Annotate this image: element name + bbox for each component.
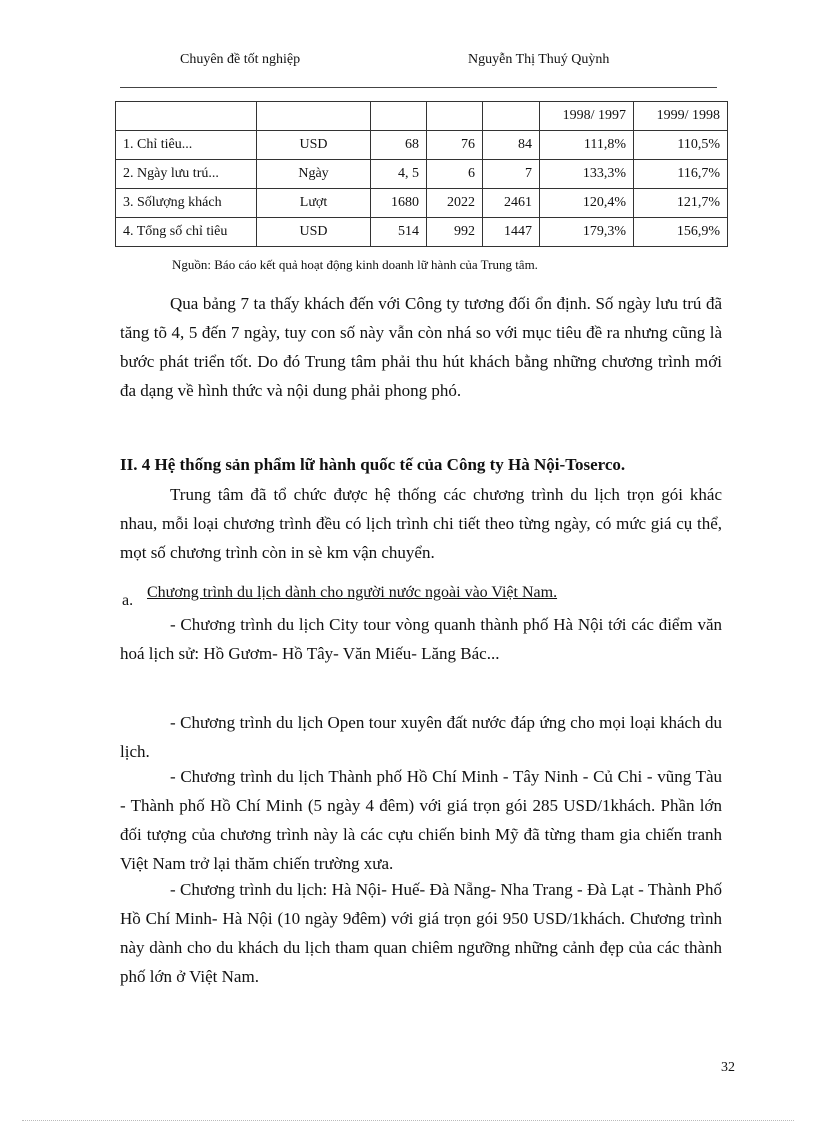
subsection-marker: a.	[122, 592, 134, 609]
table-cell: 111,8%	[540, 131, 634, 160]
header-author: Nguyễn Thị Thuý Quỳnh	[468, 52, 610, 67]
table-row	[116, 189, 728, 218]
section-heading: II. 4 Hệ thống sản phẩm lữ hành quốc tế của Công ty Hà Nội-Toserco.	[120, 455, 626, 474]
table-cell: 7	[483, 160, 540, 189]
table-cell: Ngày	[257, 160, 371, 189]
table-cell	[483, 102, 540, 131]
list-item-hcm-tour: - Chương trình du lịch Thành phố Hồ Chí Minh - Tây Ninh - Củ Chi - vũng Tàu - Thành phố Hồ Chí Minh (5 ngày 4 đêm) với giá trọn gói 285 USD/1khách. Phần lớn đối tượng của chương trình này là các cựu chiến binh Mỹ đã từng tham gia chiến tranh Việt Nam trở lại thăm chiến trường xưa.	[120, 767, 722, 873]
table-cell: USD	[257, 131, 371, 160]
table-cell: 121,7%	[634, 189, 728, 218]
table-cell: 110,5%	[634, 131, 728, 160]
table-cell: 156,9%	[634, 218, 728, 247]
table-row	[116, 160, 728, 189]
list-item-open-tour: - Chương trình du lịch Open tour xuyên đất nước đáp ứng cho mọi loại khách du lịch.	[120, 713, 722, 761]
header-rule	[120, 87, 717, 88]
table-cell	[427, 102, 483, 131]
table-row	[116, 218, 728, 247]
table-source-note: Nguồn: Báo cáo kết quả hoạt động kinh doanh lữ hành của Trung tâm.	[172, 257, 538, 272]
list-item-city-tour: - Chương trình du lịch City tour vòng quanh thành phố Hà Nội tới các điểm văn hoá lịch sử: Hồ Gươm- Hồ Tây- Văn Miếu- Lăng Bác...	[120, 615, 722, 663]
table-cell: 1680	[371, 189, 427, 218]
table-cell	[116, 102, 257, 131]
table-cell: 6	[427, 160, 483, 189]
table-cell: 120,4%	[540, 189, 634, 218]
table-cell: 1. Chỉ tiêu...	[116, 131, 257, 160]
table-cell: Lượt	[257, 189, 371, 218]
table-cell: 1447	[483, 218, 540, 247]
paragraph-product-system: Trung tâm đã tổ chức được hệ thống các chương trình du lịch trọn gói khác nhau, mỗi loại chương trình đều có lịch trình chi tiết theo từng ngày, có mức giá cụ thể, mọt số chương trình còn in sè km vận chuyển.	[120, 485, 722, 562]
table-cell: 992	[427, 218, 483, 247]
table-cell: 4. Tổng số chỉ tiêu	[116, 218, 257, 247]
table-cell: 3. Sốlượng khách	[116, 189, 257, 218]
table-cell: 4, 5	[371, 160, 427, 189]
subsection-heading: Chương trình du lịch dành cho người nước ngoài vào Việt Nam.	[147, 584, 558, 601]
table-header-1999-1998: 1999/ 1998	[634, 102, 728, 131]
table-cell: 116,7%	[634, 160, 728, 189]
table-header-row	[116, 102, 728, 131]
table-cell: USD	[257, 218, 371, 247]
table-cell: 2022	[427, 189, 483, 218]
table-cell: 68	[371, 131, 427, 160]
table-header-1998-1997: 1998/ 1997	[540, 102, 634, 131]
statistics-table	[115, 101, 728, 247]
page-bottom-divider	[22, 1120, 794, 1121]
table-cell: 84	[483, 131, 540, 160]
table-cell: 514	[371, 218, 427, 247]
paragraph-table-analysis: Qua bảng 7 ta thấy khách đến với Công ty tương đối ổn định. Số ngày lưu trú đã tăng tõ 4, 5 đến 7 ngày, tuy con số này vẫn còn nhá so với mục tiêu đề ra nhưng cũng là bước phát triển tốt. Do đó Trung tâm phải thu hút khách bằng những chương trình mới đa dạng về hình thức và nội dung phải phong phó.	[120, 294, 722, 400]
table-cell: 2. Ngày lưu trú...	[116, 160, 257, 189]
table-cell: 76	[427, 131, 483, 160]
table-cell	[257, 102, 371, 131]
header-left-title: Chuyên đề tốt nghiệp	[180, 52, 301, 67]
table-cell	[371, 102, 427, 131]
page-number: 32	[721, 1060, 735, 1075]
table-cell: 133,3%	[540, 160, 634, 189]
table-cell: 179,3%	[540, 218, 634, 247]
list-item-north-south-tour: - Chương trình du lịch: Hà Nội- Huế- Đà Nẵng- Nha Trang - Đà Lạt - Thành Phố Hồ Chí Minh- Hà Nội (10 ngày 9đêm) với giá trọn gói 950 USD/1khách. Chương trình này dành cho du khách du lịch tham quan chiêm ngưỡng những cảnh đẹp của các thành phố lớn ở Việt Nam.	[120, 880, 722, 986]
table-cell: 2461	[483, 189, 540, 218]
table-row	[116, 131, 728, 160]
